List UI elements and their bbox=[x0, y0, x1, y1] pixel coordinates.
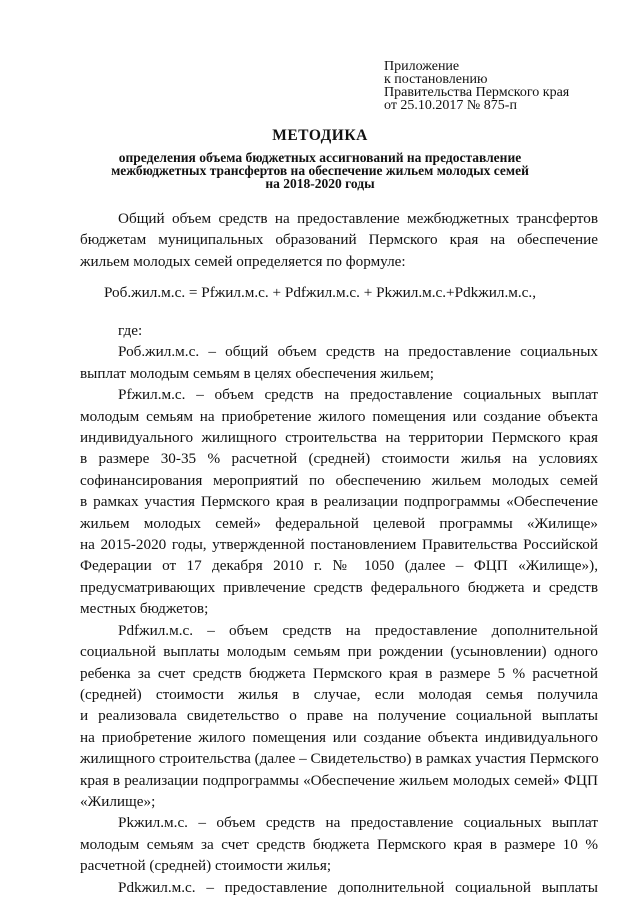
definition-line: молодым семьям за счет средств бюджета Пермского края в размере 10 % bbox=[80, 835, 598, 853]
appendix-line: к постановлению bbox=[384, 72, 488, 87]
definition-line: Рdfжил.м.с. – объем средств на предоставление дополнительной bbox=[118, 621, 598, 639]
subtitle-line: определения объема бюджетных ассигнований на предоставление bbox=[118, 150, 522, 165]
definition-line: жилищного строительства (далее – Свидетельство) в рамках участия Пермского bbox=[80, 750, 599, 768]
definition-line: края в реализации подпрограммы «Обеспечение жильем молодых семей» ФЦП bbox=[80, 771, 598, 789]
definition-line: Федерации от 17 декабря 2010 г. № 1050 (далее – ФЦП «Жилище»), bbox=[80, 557, 598, 575]
definitions bbox=[80, 320, 598, 898]
definition-line: в рамках участия Пермского края в реализации подпрограммы «Обеспечение bbox=[80, 493, 598, 511]
subtitle-line: межбюджетных трансфертов на обеспечение жильем молодых семей bbox=[111, 163, 529, 178]
definition-line: Рfжил.м.с. – объем средств на предоставление социальных выплат bbox=[118, 386, 598, 404]
where-label: где: bbox=[118, 322, 143, 339]
intro-paragraph bbox=[80, 208, 598, 272]
appendix-block bbox=[384, 60, 569, 112]
definition-line: «Жилище»; bbox=[80, 792, 156, 810]
appendix-line: Правительства Пермского края bbox=[384, 85, 570, 100]
definition-line: молодым семьям на приобретение жилого помещения или создание объекта bbox=[80, 407, 598, 425]
intro-line: Общий объем средств на предоставление межбюджетных трансфертов bbox=[118, 210, 598, 227]
document-title: МЕТОДИКА bbox=[272, 127, 368, 144]
definition-line: индивидуального жилищного строительства на территории Пермского края bbox=[80, 429, 598, 447]
intro-line: бюджетам муниципальных образований Пермского края на обеспечение bbox=[80, 231, 598, 249]
subtitle-line: на 2018-2020 годы bbox=[265, 176, 375, 191]
formula: Роб.жил.м.с. = Рfжил.м.с. + Рdfжил.м.с. + Рkжил.м.с.+Рdkжил.м.с., bbox=[103, 284, 536, 301]
definition-line: софинансирования мероприятий по обеспечению жильем молодых семей bbox=[80, 471, 598, 489]
definition-line: Рdkжил.м.с. – предоставление дополнительной социальной выплаты bbox=[118, 878, 598, 896]
document-subtitle bbox=[0, 151, 640, 190]
intro-line: жильем молодых семей определяется по формуле: bbox=[80, 252, 406, 270]
definition-line: жильем молодых семей» федеральной целевой программы «Жилище» bbox=[80, 514, 598, 532]
definition-line: в размере 30-35 % расчетной (средней) стоимости жилья на условиях bbox=[80, 450, 598, 468]
definition-line: на 2015-2020 годы, утвержденной постановлением Правительства Российской bbox=[80, 536, 598, 554]
definition-line: местных бюджетов; bbox=[80, 600, 209, 618]
definition-line: на приобретение жилого помещения или создание объекта индивидуального bbox=[80, 728, 598, 746]
definition-line: предусматривающих привлечение средств федерального бюджета и средств bbox=[80, 578, 598, 596]
appendix-line: Приложение bbox=[384, 59, 460, 74]
definition-line: расчетной (средней) стоимости жилья; bbox=[80, 857, 332, 875]
definition-line: и реализовала свидетельство о праве на получение социальной выплаты bbox=[80, 707, 598, 725]
definition-line: выплат молодым семьям в целях обеспечения жильем; bbox=[80, 364, 434, 382]
definition-line: Роб.жил.м.с. – общий объем средств на предоставление социальных bbox=[118, 343, 598, 361]
definition-line: ребенка за счет средств бюджета Пермского края в размере 5 % расчетной bbox=[80, 664, 598, 682]
definition-line: социальной выплаты молодым семьям при рождении (усыновлении) одного bbox=[80, 643, 598, 661]
appendix-line: от 25.10.2017 № 875-п bbox=[384, 98, 517, 113]
definition-line: (средней) стоимости жилья в случае, если молодая семья получила bbox=[80, 685, 598, 703]
definition-line: Рkжил.м.с. – объем средств на предоставление социальных выплат bbox=[118, 814, 598, 832]
